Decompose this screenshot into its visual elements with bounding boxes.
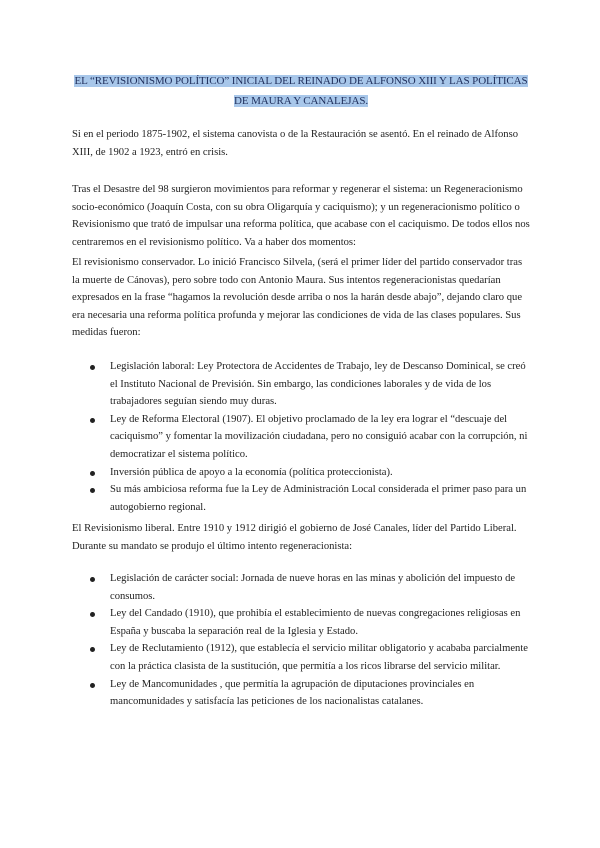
list-item-text: Ley de Mancomunidades , que permitía la agrupación de diputaciones provinciales en mancomunidades y satisfacía las peticiones de los nacionalistas catalanes. [110,678,475,708]
list-item [90,464,530,482]
bullet-icon [90,647,95,652]
list-item-text: Legislación laboral: Ley Protectora de Accidentes de Trabajo, ley de Descanso Dominical, se creó el Instituto Nacional de Previsión. Sin embargo, las condiciones laborales y de vida de los trabajadores seguían siendo muy duras. [110,361,526,408]
list-item [90,676,530,711]
list-item-text: Legislación de carácter social: Jornada de nueve horas en las minas y abolición del impuesto de consumos. [110,573,516,602]
bullet-icon [90,418,95,423]
title-block [72,72,530,111]
bullet-icon [90,577,95,582]
list-item [90,411,530,464]
conservative-measures-list [90,358,530,516]
list-item [90,570,530,605]
list-item-text: Ley del Candado (1910), que prohibía el establecimiento de nuevas congregaciones religiosas en España y buscaba la separación real de la Iglesia y Estado. [110,608,521,637]
liberal-paragraph: El Revisionismo liberal. Entre 1910 y 1912 dirigió el gobierno de José Canales, líder del Partido Liberal. Durante su mandato se produjo el último intento regeneracionista: [72,523,517,552]
bullet-icon [90,612,95,617]
list-item [90,640,530,675]
list-item-text: Su más ambiciosa reforma fue la Ley de Administración Local considerada el primer paso para un autogobierno regional. [110,484,527,513]
context-paragraph: Tras el Desastre del 98 surgieron movimientos para reformar y regenerar el sistema: un Regeneracionismo socio-económico (Joaquín Costa, con su obra Oligarquía y caciquismo); y un regeneracionismo político o Revisionismo que trató de impulsar una reforma política, que acabase con el caciquismo. De todos ellos nos centraremos en el revisionismo político. Va a haber dos momentos: [72,184,530,248]
list-item [90,358,530,411]
list-item-text: Ley de Reforma Electoral (1907). El objetivo proclamado de la ley era lograr el “descuaje del caciquismo” y fomentar la movilización ciudadana, pero no consiguió acabar con la corrupción, ni democratizar el sistema político. [110,413,528,460]
bullet-icon [90,365,95,370]
conservative-paragraph: El revisionismo conservador. Lo inició Francisco Silvela, (será el primer líder del partido conservador tras la muerte de Cánovas), pero sobre todo con Antonio Maura. Sus intentos regeneracionistas quedarían expresados en la frase “hagamos la revolución desde arriba o nos la harán desde abajo”, dejando claro que era necesaria una reforma política profunda y mejorar las condiciones de vida de las clases populares. Sus medidas fueron: [72,257,523,339]
intro-paragraph: Si en el periodo 1875-1902, el sistema canovista o de la Restauración se asentó. En el reinado de Alfonso XIII, de 1902 a 1923, entró en crisis. [72,129,518,158]
list-item-text: Inversión pública de apoyo a la economía (política proteccionista). [110,466,393,478]
list-item [90,481,530,516]
bullet-icon [90,488,95,493]
bullet-icon [90,471,95,476]
page-title: EL “REVISIONISMO POLÍTICO” INICIAL DEL REINADO DE ALFONSO XIII Y LAS POLÍTICAS DE MAURA Y CANALEJAS. [74,75,528,107]
liberal-measures-list [90,570,530,711]
list-item-text: Ley de Reclutamiento (1912), que establecía el servicio militar obligatorio y acababa parcialmente con la práctica clasista de la sustitución, que permitía a los ricos librarse del servicio militar. [110,643,528,672]
bullet-icon [90,683,95,688]
list-item [90,605,530,640]
